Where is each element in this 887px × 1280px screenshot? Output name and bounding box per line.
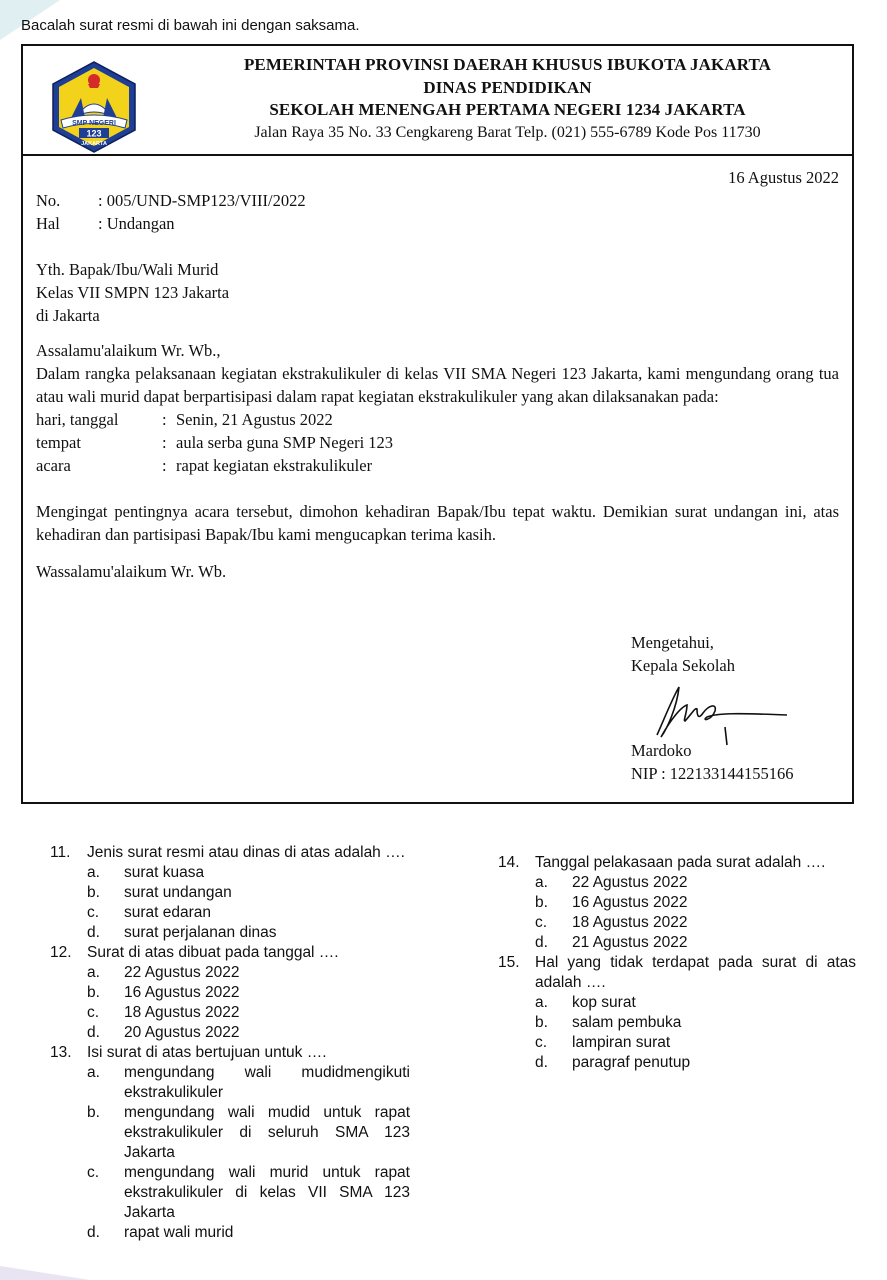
option: d. surat perjalanan dinas bbox=[87, 924, 277, 941]
question-text: Jenis surat resmi atau dinas di atas adalah …. bbox=[87, 844, 405, 861]
options-11 bbox=[87, 863, 410, 943]
school-logo-icon bbox=[41, 56, 147, 156]
option: c. 18 Agustus 2022 bbox=[87, 1004, 240, 1021]
option: c. surat edaran bbox=[87, 904, 212, 921]
letterhead-school: SEKOLAH MENENGAH PERTAMA NEGERI 1234 JAKARTA bbox=[269, 100, 746, 119]
option: c. mengundang wali murid untuk rapat ekstrakulikuler di kelas VII SMA 123 Jakarta bbox=[87, 1164, 410, 1221]
letter-content bbox=[36, 339, 839, 477]
letterhead-department: DINAS PENDIDIKAN bbox=[423, 77, 592, 97]
question-13 bbox=[50, 1043, 410, 1063]
option: d. rapat wali murid bbox=[87, 1224, 234, 1241]
recipient-line: Yth. Bapak/Ibu/Wali Murid bbox=[36, 260, 219, 279]
question-14 bbox=[498, 853, 856, 873]
detail-label: tempat bbox=[36, 433, 81, 452]
sign-acknowledge: Mengetahui, bbox=[631, 633, 714, 652]
question-number: 12. bbox=[50, 944, 72, 961]
letter-body bbox=[36, 166, 839, 583]
options-13 bbox=[87, 1063, 410, 1243]
option: a. kop surat bbox=[535, 994, 636, 1011]
detail-value: aula serba guna SMP Negeri 123 bbox=[176, 433, 394, 452]
logo-text-number: 123 bbox=[86, 128, 102, 139]
option: b. 16 Agustus 2022 bbox=[535, 894, 688, 911]
instruction-text: Bacalah surat resmi di bawah ini dengan saksama. bbox=[21, 17, 360, 34]
option: b. 16 Agustus 2022 bbox=[87, 984, 240, 1001]
question-text: Surat di atas dibuat pada tanggal …. bbox=[87, 944, 339, 961]
detail-row: tempat : aula serba guna SMP Negeri 123 bbox=[36, 433, 394, 452]
question-15 bbox=[498, 953, 856, 993]
question-text: Isi surat di atas bertujuan untuk …. bbox=[87, 1044, 327, 1061]
detail-label: hari, tanggal bbox=[36, 410, 119, 429]
option: a. surat kuasa bbox=[87, 864, 205, 881]
detail-label: acara bbox=[36, 456, 71, 475]
questions-left-column bbox=[50, 843, 410, 1243]
question-12 bbox=[50, 943, 410, 963]
official-letter bbox=[21, 44, 854, 804]
question-11 bbox=[50, 843, 410, 863]
option: a. 22 Agustus 2022 bbox=[87, 964, 240, 981]
option: d. paragraf penutup bbox=[535, 1054, 691, 1071]
intro-paragraph: Dalam rangka pelaksanaan kegiatan ekstrakulikuler di kelas VII SMA Negeri 123 Jakarta, kami mengundang orang tua atau wali murid dapat berpartisipasi dalam rapat kegiatan ekstrakulikuler yang akan dilaksanakan pada: bbox=[36, 364, 839, 406]
subject-label: Hal bbox=[36, 214, 60, 233]
signer-name: Mardoko bbox=[631, 741, 692, 760]
signature-icon bbox=[637, 677, 807, 747]
option: d. 21 Agustus 2022 bbox=[535, 934, 688, 951]
options-15 bbox=[535, 993, 856, 1073]
recipient-block bbox=[36, 258, 839, 327]
option: c. lampiran surat bbox=[535, 1034, 671, 1051]
letterhead bbox=[23, 46, 852, 156]
signature-block bbox=[631, 631, 841, 785]
letter-date: 16 Agustus 2022 bbox=[728, 168, 839, 187]
option: a. mengundang wali mudidmengikuti ekstrakulikuler bbox=[87, 1064, 410, 1101]
option: b. mengundang wali mudid untuk rapat ekstrakulikuler di seluruh SMA 123 Jakarta bbox=[87, 1104, 410, 1161]
detail-row: hari, tanggal : Senin, 21 Agustus 2022 bbox=[36, 410, 333, 429]
recipient-line: di Jakarta bbox=[36, 306, 100, 325]
option: c. 18 Agustus 2022 bbox=[535, 914, 688, 931]
letter-subject-row bbox=[36, 212, 839, 235]
option: b. surat undangan bbox=[87, 884, 232, 901]
question-text: Hal yang tidak terdapat pada surat di atas adalah …. bbox=[535, 954, 856, 991]
question-number: 14. bbox=[498, 854, 520, 871]
detail-row: acara : rapat kegiatan ekstrakulikuler bbox=[36, 456, 373, 475]
question-text: Tanggal pelakasaan pada surat adalah …. bbox=[535, 854, 826, 871]
question-number: 13. bbox=[50, 1044, 72, 1061]
closing-paragraph: Mengingat pentingnya acara tersebut, dimohon kehadiran Bapak/Ibu tepat waktu. Demikian surat undangan ini, atas kehadiran dan partisipasi Bapak/Ibu kami mengucapkan terima kasih. bbox=[36, 502, 839, 544]
farewell: Wassalamu'alaikum Wr. Wb. bbox=[36, 562, 227, 581]
option: b. salam pembuka bbox=[535, 1014, 682, 1031]
detail-value: Senin, 21 Agustus 2022 bbox=[176, 410, 333, 429]
signer-nip: NIP : 122133144155166 bbox=[631, 764, 794, 783]
options-12 bbox=[87, 963, 410, 1043]
logo-text-bottom: JAKARTA bbox=[81, 141, 107, 147]
letterhead-address: Jalan Raya 35 No. 33 Cengkareng Barat Telp. (021) 555-6789 Kode Pos 11730 bbox=[254, 123, 761, 141]
subject-value: : Undangan bbox=[98, 214, 175, 233]
detail-value: rapat kegiatan ekstrakulikuler bbox=[176, 456, 373, 475]
letterhead-government: PEMERINTAH PROVINSI DAERAH KHUSUS IBUKOTA JAKARTA bbox=[243, 55, 772, 74]
sign-title: Kepala Sekolah bbox=[631, 656, 736, 675]
logo-text-top: SMP NEGERI bbox=[72, 120, 116, 127]
option: a. 22 Agustus 2022 bbox=[535, 874, 688, 891]
recipient-line: Kelas VII SMPN 123 Jakarta bbox=[36, 283, 230, 302]
questions-right-column bbox=[498, 853, 856, 1073]
letter-number-row bbox=[36, 189, 839, 212]
greeting: Assalamu'alaikum Wr. Wb., bbox=[36, 341, 221, 360]
letterhead-text bbox=[173, 54, 842, 144]
option: d. 20 Agustus 2022 bbox=[87, 1024, 240, 1041]
corner-decoration-bottom bbox=[0, 1266, 90, 1280]
number-label: No. bbox=[36, 191, 61, 210]
question-number: 11. bbox=[50, 844, 71, 861]
number-value: : 005/UND-SMP123/VIII/2022 bbox=[98, 191, 306, 210]
options-14 bbox=[535, 873, 856, 953]
question-number: 15. bbox=[498, 954, 520, 971]
